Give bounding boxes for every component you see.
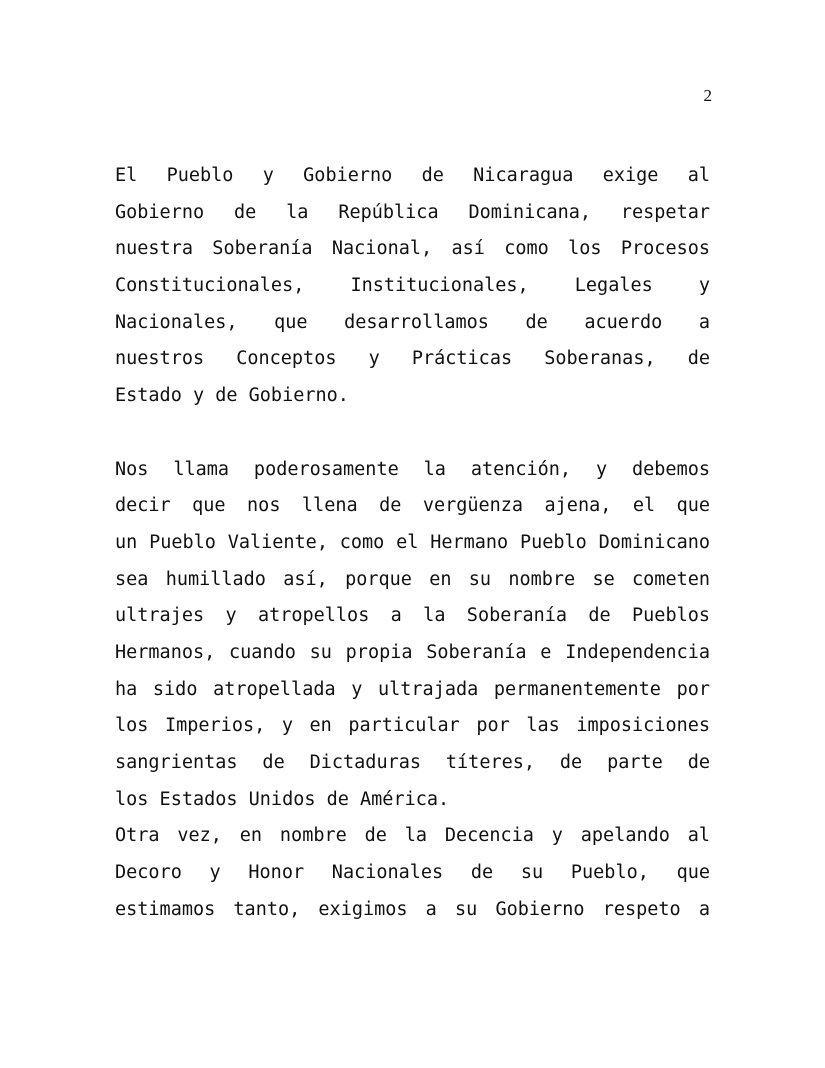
text-line: ha sido atropellada y ultrajada permanentemente por	[115, 678, 710, 700]
text-line: Decoro y Honor Nacionales de su Pueblo, que	[115, 862, 710, 884]
text-line: Otra vez, en nombre de la Decencia y apelando al	[115, 825, 710, 847]
paragraph-1	[115, 158, 710, 415]
document-body	[115, 158, 710, 928]
text-line: Nos llama poderosamente la atención, y debemos	[115, 458, 710, 480]
text-line: ultrajes y atropellos a la Soberanía de Pueblos	[115, 605, 710, 627]
text-line: nuestra Soberanía Nacional, así como los Procesos	[115, 238, 710, 260]
text-line: Estado y de Gobierno.	[115, 385, 349, 407]
text-line: Hermanos, cuando su propia Soberanía e Independencia	[115, 641, 710, 663]
text-line: estimamos tanto, exigimos a su Gobierno respeto a	[115, 898, 710, 920]
text-line: los Imperios, y en particular por las imposiciones	[115, 715, 710, 737]
paragraph-gap	[115, 415, 710, 452]
paragraph-2	[115, 452, 710, 819]
text-line: sea humillado así, porque en su nombre se cometen	[115, 568, 710, 590]
page-number: 2	[703, 86, 712, 105]
paragraph-3	[115, 818, 710, 928]
text-line: los Estados Unidos de América.	[115, 788, 450, 810]
text-line: sangrientas de Dictaduras títeres, de parte de	[115, 752, 710, 773]
text-line: un Pueblo Valiente, como el Hermano Pueblo Dominicano	[115, 531, 710, 553]
text-line: nuestros Conceptos y Prácticas Soberanas, de	[115, 348, 710, 370]
text-line: Gobierno de la República Dominicana, respetar	[115, 201, 710, 223]
text-line: Constitucionales, Institucionales, Legales y	[115, 275, 710, 297]
text-line: El Pueblo y Gobierno de Nicaragua exige al	[115, 165, 710, 186]
text-line: decir que nos llena de vergüenza ajena, el que	[115, 495, 710, 517]
text-line: Nacionales, que desarrollamos de acuerdo a	[115, 311, 710, 333]
